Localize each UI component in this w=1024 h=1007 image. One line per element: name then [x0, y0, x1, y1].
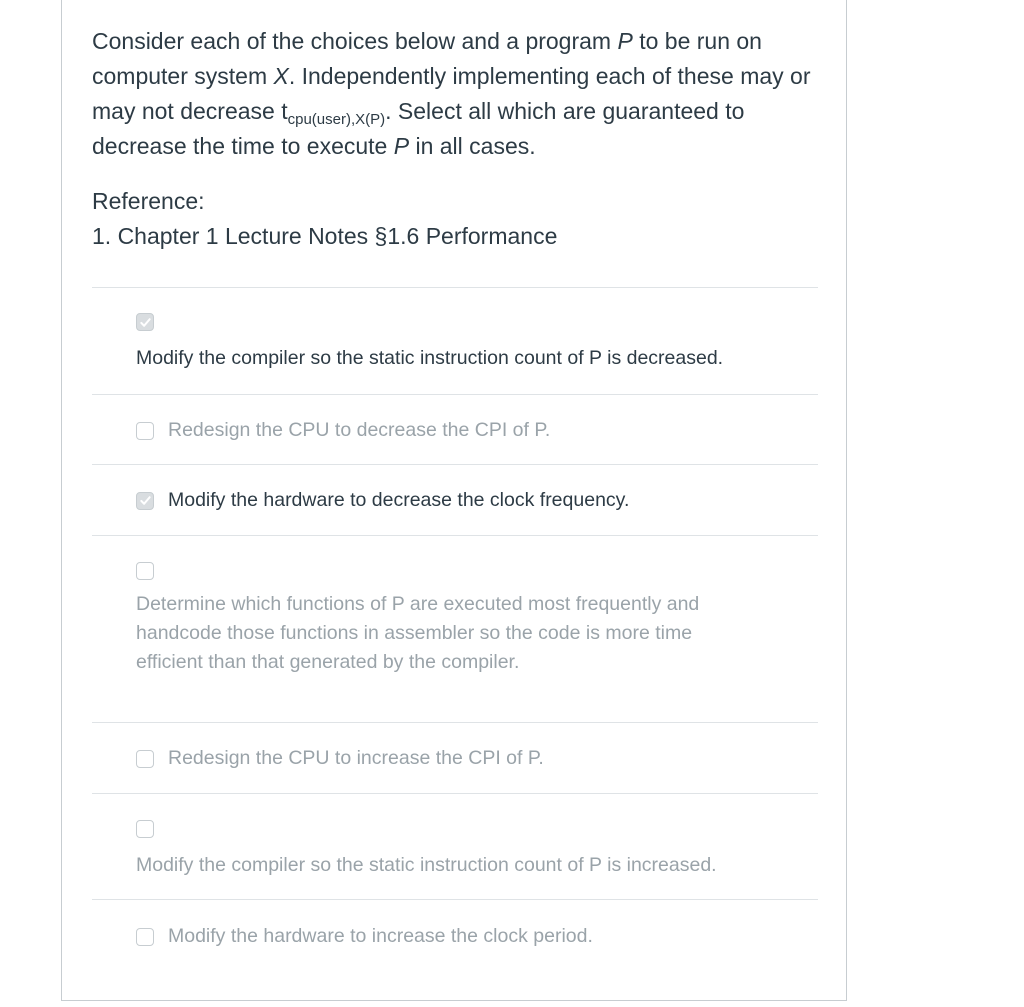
answer-option[interactable] — [92, 794, 818, 900]
program-variable: P — [617, 28, 633, 54]
question-prompt — [92, 24, 812, 164]
question-text — [92, 24, 812, 254]
answer-list — [92, 287, 818, 975]
answer-label: Modify the hardware to increase the clock period. — [168, 925, 593, 947]
answer-option[interactable] — [92, 900, 818, 975]
answer-label: Redesign the CPU to increase the CPI of P. — [168, 747, 544, 769]
answer-label: Determine which functions of P are executed most frequently and handcode those functions in assembler so the code is more time efficient than that generated by the compiler. — [136, 593, 700, 673]
reference-item: 1. Chapter 1 Lecture Notes §1.6 Performance — [92, 223, 558, 249]
answer-option[interactable] — [92, 723, 818, 794]
question-text-part: to be run on computer system — [92, 28, 762, 89]
answer-option[interactable] — [92, 536, 818, 723]
answer-option[interactable] — [92, 465, 818, 536]
checkbox-unchecked-icon[interactable] — [136, 422, 154, 440]
checkbox-unchecked-icon[interactable] — [136, 750, 154, 768]
checkbox-checked-icon[interactable] — [136, 492, 154, 510]
checkbox-checked-icon[interactable] — [136, 313, 154, 331]
answer-label: Redesign the CPU to decrease the CPI of P. — [168, 419, 551, 441]
checkbox-unchecked-icon[interactable] — [136, 562, 154, 580]
question-text-part: Consider each of the choices below and a program — [92, 28, 618, 54]
answer-label: Modify the compiler so the static instruction count of P is increased. — [136, 854, 717, 876]
answer-option[interactable] — [92, 288, 818, 395]
program-variable: P — [393, 133, 410, 159]
checkbox-unchecked-icon[interactable] — [136, 820, 154, 838]
question-text-part: in all cases. — [409, 133, 536, 159]
time-subscript: cpu(user),X(P) — [287, 111, 386, 128]
answer-option[interactable] — [92, 395, 818, 465]
answer-label: Modify the hardware to decrease the clock frequency. — [168, 489, 630, 511]
question-text-part: . Independently implementing each of these may or may not decrease t — [92, 63, 811, 124]
reference-heading: Reference: — [92, 188, 205, 214]
system-variable: X — [273, 63, 289, 89]
question-text-part: . Select all which are guaranteed to decrease the time to execute — [92, 98, 745, 159]
checkbox-unchecked-icon[interactable] — [136, 928, 154, 946]
question-panel — [61, 0, 847, 1001]
answer-label: Modify the compiler so the static instruction count of P is decreased. — [136, 346, 724, 369]
